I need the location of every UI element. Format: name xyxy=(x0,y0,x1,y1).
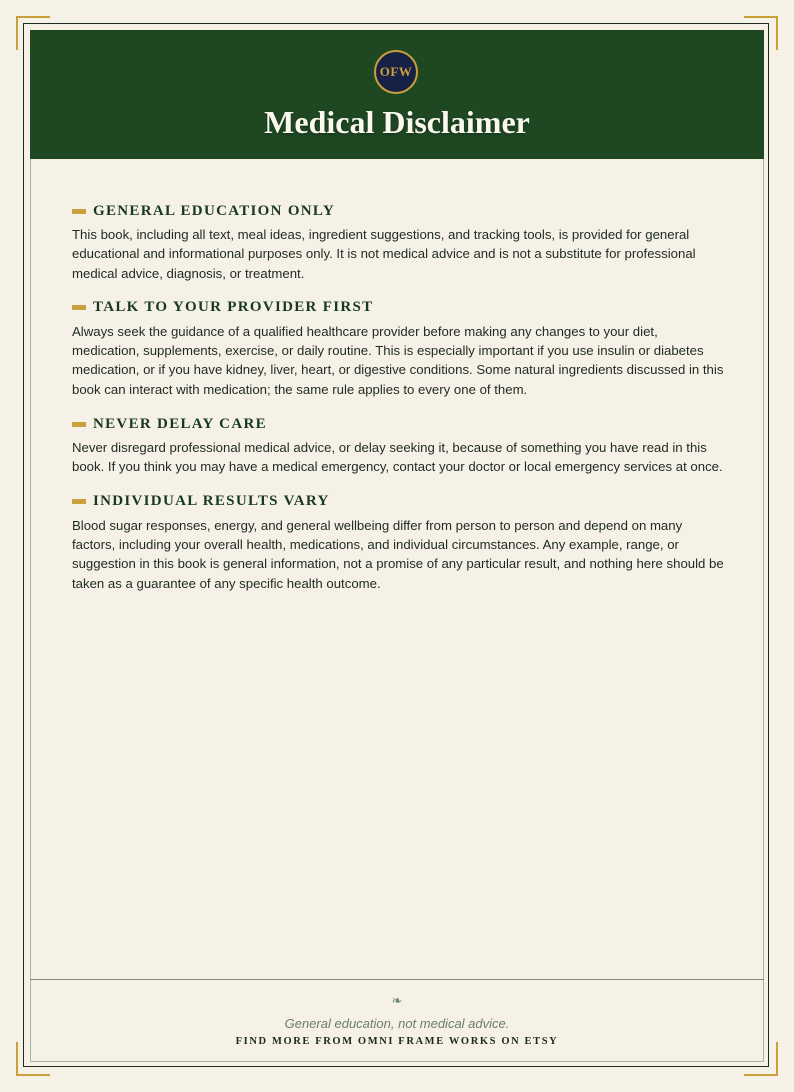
footer-note: General education, not medical advice. xyxy=(284,1016,510,1031)
section-results-vary xyxy=(72,491,724,593)
section-body: This book, including all text, meal ideas, ingredient suggestions, and tracking tools, is provided for general educational and informational purposes only. It is not medical advice and is not a substitute for professional medical advice, diagnosis, or treatment. xyxy=(72,227,696,281)
page-title: Medical Disclaimer xyxy=(264,104,530,140)
disclaimer-content xyxy=(72,200,724,607)
section-title: GENERAL EDUCATION ONLY xyxy=(93,202,335,219)
footer-divider xyxy=(30,979,764,980)
fleuron-icon: ❧ xyxy=(391,994,403,1009)
section-title: NEVER DELAY CARE xyxy=(93,415,267,432)
section-heading xyxy=(72,200,724,222)
section-never-delay-care xyxy=(72,413,724,477)
section-body: Blood sugar responses, energy, and general wellbeing differ from person to person and depend on many factors, including your overall health, medications, and individual circumstances. Any example, range, or suggestion in this book is general information, not a promise of any particular result, and nothing here should be taken as a guarantee of any specific health outcome. xyxy=(72,517,724,591)
section-heading xyxy=(72,491,724,513)
section-heading xyxy=(72,413,724,435)
section-title: TALK TO YOUR PROVIDER FIRST xyxy=(93,299,374,316)
section-general-education xyxy=(72,200,724,283)
heading-bar-icon xyxy=(72,305,86,310)
heading-bar-icon xyxy=(72,422,86,427)
heading-bar-icon xyxy=(72,209,86,214)
footer-call-to-action: FIND MORE FROM OMNI FRAME WORKS ON ETSY xyxy=(235,1036,559,1047)
page-header xyxy=(30,30,764,159)
section-body: Never disregard professional medical advice, or delay seeking it, because of something you have read in this book. If you think you may have a medical emergency, contact your doctor or local emergency services at once. xyxy=(72,440,723,475)
section-title: INDIVIDUAL RESULTS VARY xyxy=(93,493,330,510)
section-body: Always seek the guidance of a qualified healthcare provider before making any changes to your diet, medication, supplements, exercise, or daily routine. This is especially important if you use insulin or diabetes medication, or if you have kidney, liver, heart, or digestive conditions. Some natural ingredients discussed in this book can interact with medication; the same rule applies to every one of them. xyxy=(72,323,724,397)
section-heading xyxy=(72,297,724,319)
section-talk-to-provider xyxy=(72,297,724,399)
heading-bar-icon xyxy=(72,499,86,504)
brand-badge-logo: OFW xyxy=(374,50,418,94)
